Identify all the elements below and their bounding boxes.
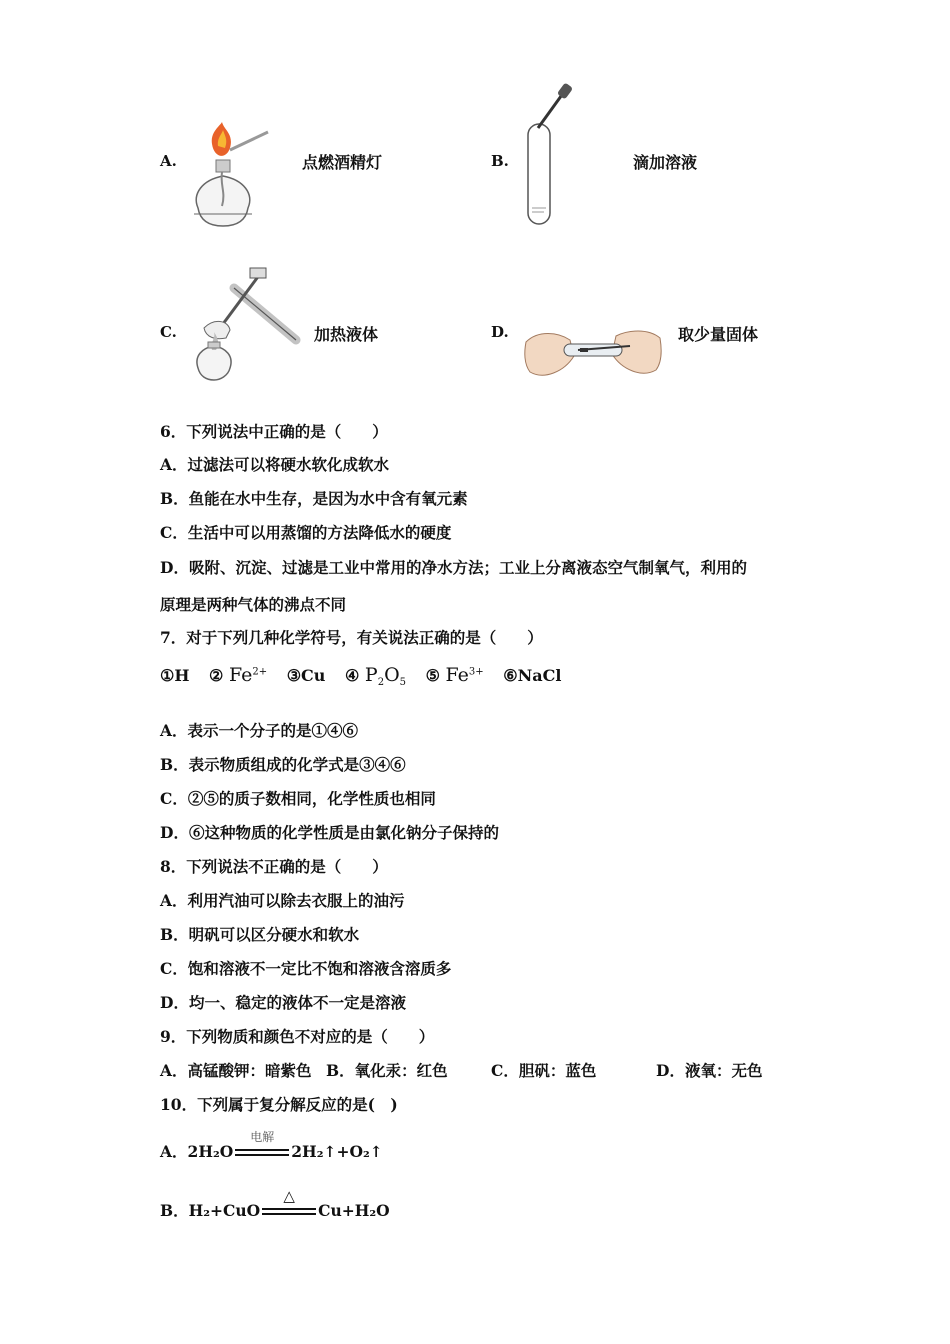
q9-option-b: B．氧化汞：红色 [326,1061,448,1080]
q10-option-a: A．2H₂O 电解 2H₂↑+O₂↑ [160,1130,383,1161]
q8-stem: 8．下列说法不正确的是（ ） [160,857,388,876]
lighting-alcohol-lamp-icon [190,122,270,232]
q6-stem: 6．下列说法中正确的是（ ） [160,422,388,441]
symbol-6: ⑥NaCl [503,666,562,685]
q9-stem: 9．下列物质和颜色不对应的是（ ） [160,1027,435,1046]
reaction-equals-sign: 电解 [235,1148,289,1158]
dropper-test-tube-icon [520,84,580,230]
option-b-label: 滴加溶液 [633,153,698,172]
q9-option-d: D．液氧：无色 [656,1061,763,1080]
q7-symbols [160,664,575,688]
option-d-label: 取少量固体 [678,325,759,344]
q8-option-b: B．明矾可以区分硬水和软水 [160,925,360,944]
q8-option-c: C．饱和溶液不一定比不饱和溶液含溶质多 [160,959,452,978]
q6-option-d-continued: 原理是两种气体的沸点不同 [160,595,347,614]
q10-option-b: B．H₂+CuO △ Cu+H₂O [160,1187,390,1220]
q7-stem: 7．对于下列几种化学符号，有关说法正确的是（ ） [160,628,543,647]
option-a-label: 点燃酒精灯 [302,153,383,172]
option-a-letter: A. [160,152,177,170]
symbol-4: ④ $P_2O_5$ [344,664,407,689]
q6-option-d: D．吸附、沉淀、过滤是工业中常用的净水方法；工业上分离液态空气制氧气，利用的 [160,558,747,577]
heating-test-tube-icon [190,268,300,382]
q10-stem: 10．下列属于复分解反应的是( ) [160,1095,398,1114]
option-c-letter: C. [160,323,177,341]
option-d-letter: D. [491,323,509,341]
symbol-3: ③Cu [286,666,326,685]
q8-option-a: A．利用汽油可以除去衣服上的油污 [160,891,405,910]
q6-option-a: A．过滤法可以将硬水软化成软水 [160,455,390,474]
q7-option-a: A．表示一个分子的是①④⑥ [160,721,359,740]
q7-option-d: D．⑥这种物质的化学性质是由氯化钠分子保持的 [160,823,499,842]
q8-option-d: D．均一、稳定的液体不一定是溶液 [160,993,406,1012]
q9-option-c: C．胆矾：蓝色 [491,1061,597,1080]
hands-taking-solid-icon [524,322,664,382]
reaction-equals-sign: △ [262,1207,316,1217]
q7-option-c: C．②⑤的质子数相同，化学性质也相同 [160,789,436,808]
symbol-2: ② $Fe^{2+}$ [209,664,268,686]
q6-option-b: B．鱼能在水中生存，是因为水中含有氧元素 [160,489,468,508]
option-b-letter: B. [491,152,509,170]
symbol-5: ⑤ $Fe^{3+}$ [425,664,484,686]
symbol-1: ①H [160,666,190,685]
q9-option-a: A．高锰酸钾：暗紫色 [160,1061,312,1080]
q6-option-c: C．生活中可以用蒸馏的方法降低水的硬度 [160,523,452,542]
q7-option-b: B．表示物质组成的化学式是③④⑥ [160,755,406,774]
option-c-label: 加热液体 [314,325,379,344]
